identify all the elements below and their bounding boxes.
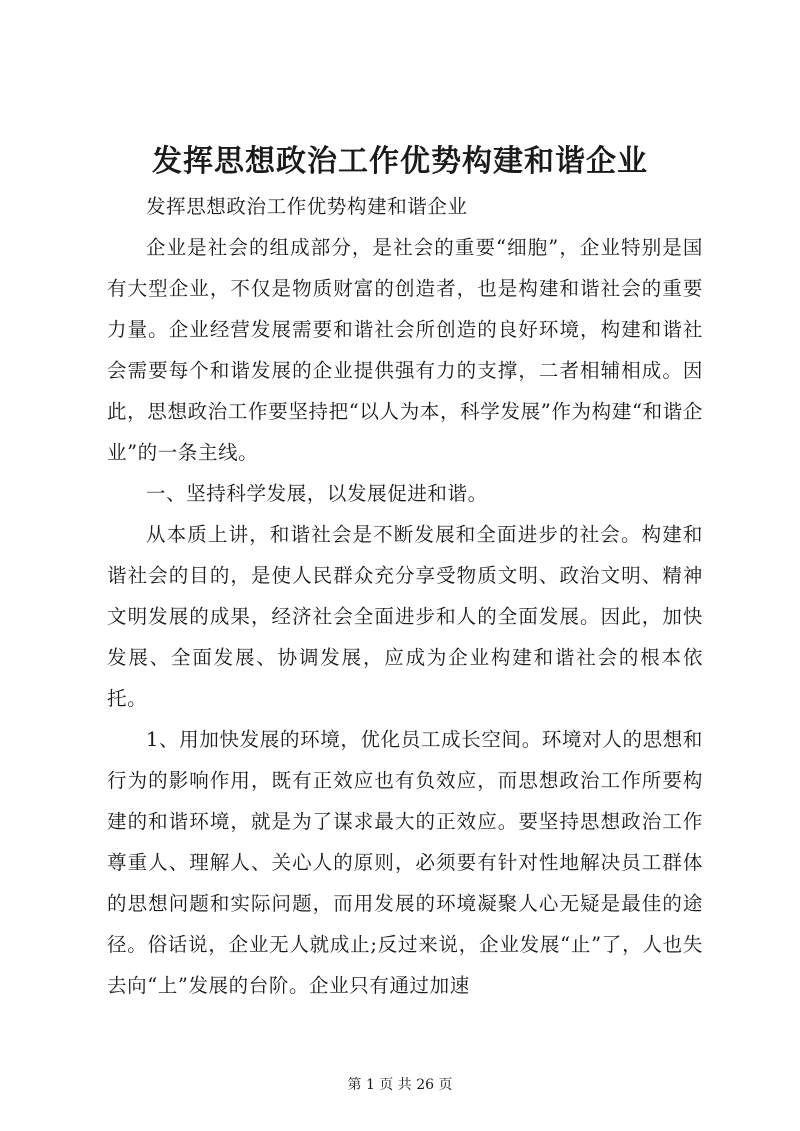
section-heading: 一、坚持科学发展，以发展促进和谐。	[146, 482, 488, 505]
paragraph-intro: 企业是社会的组成部分，是社会的重要“细胞”，企业特别是国有大型企业，不仅是物质财富的创造者，也是构建和谐社会的重要力量。企业经营发展需要和谐社会所创造的良好环境，构建和谐社会需要每个和谐发展的企业提供强有力的支撑，二者相辅相成。因此，思想政治工作要坚持把“以人为本，科学发展”作为构建“和谐企业”的一条主线。	[107, 236, 703, 464]
paragraph-essence: 从本质上讲，和谐社会是不断发展和全面进步的社会。构建和谐社会的目的，是使人民群众充分享受物质文明、政治文明、精神文明发展的成果，经济社会全面进步和人的全面发展。因此，加快发展、全面发展、协调发展，应成为企业构建和谐社会的根本依托。	[107, 523, 703, 710]
document-title: 发挥思想政治工作优势构建和谐企业	[152, 144, 648, 179]
paragraph-subtitle: 发挥思想政治工作优势构建和谐企业	[146, 195, 468, 218]
paragraph-point-1: 1、用加快发展的环境，优化员工成长空间。环境对人的思想和行为的影响作用，既有正效应也有负效应，而思想政治工作所要构建的和谐环境，就是为了谋求最大的正效应。要坚持思想政治工作尊重人、理解人、关心人的原则，必须要有针对性地解决员工群体的思想问题和实际问题，而用发展的环境凝聚人心无疑是最佳的途径。俗话说，企业无人就成止;反过来说，企业发展“止”了，人也失去向“上”发展的台阶。企业只有通过加速	[107, 728, 703, 997]
page-footer: 第 1 页 共 26 页	[347, 1077, 453, 1093]
document-body	[107, 186, 703, 1006]
